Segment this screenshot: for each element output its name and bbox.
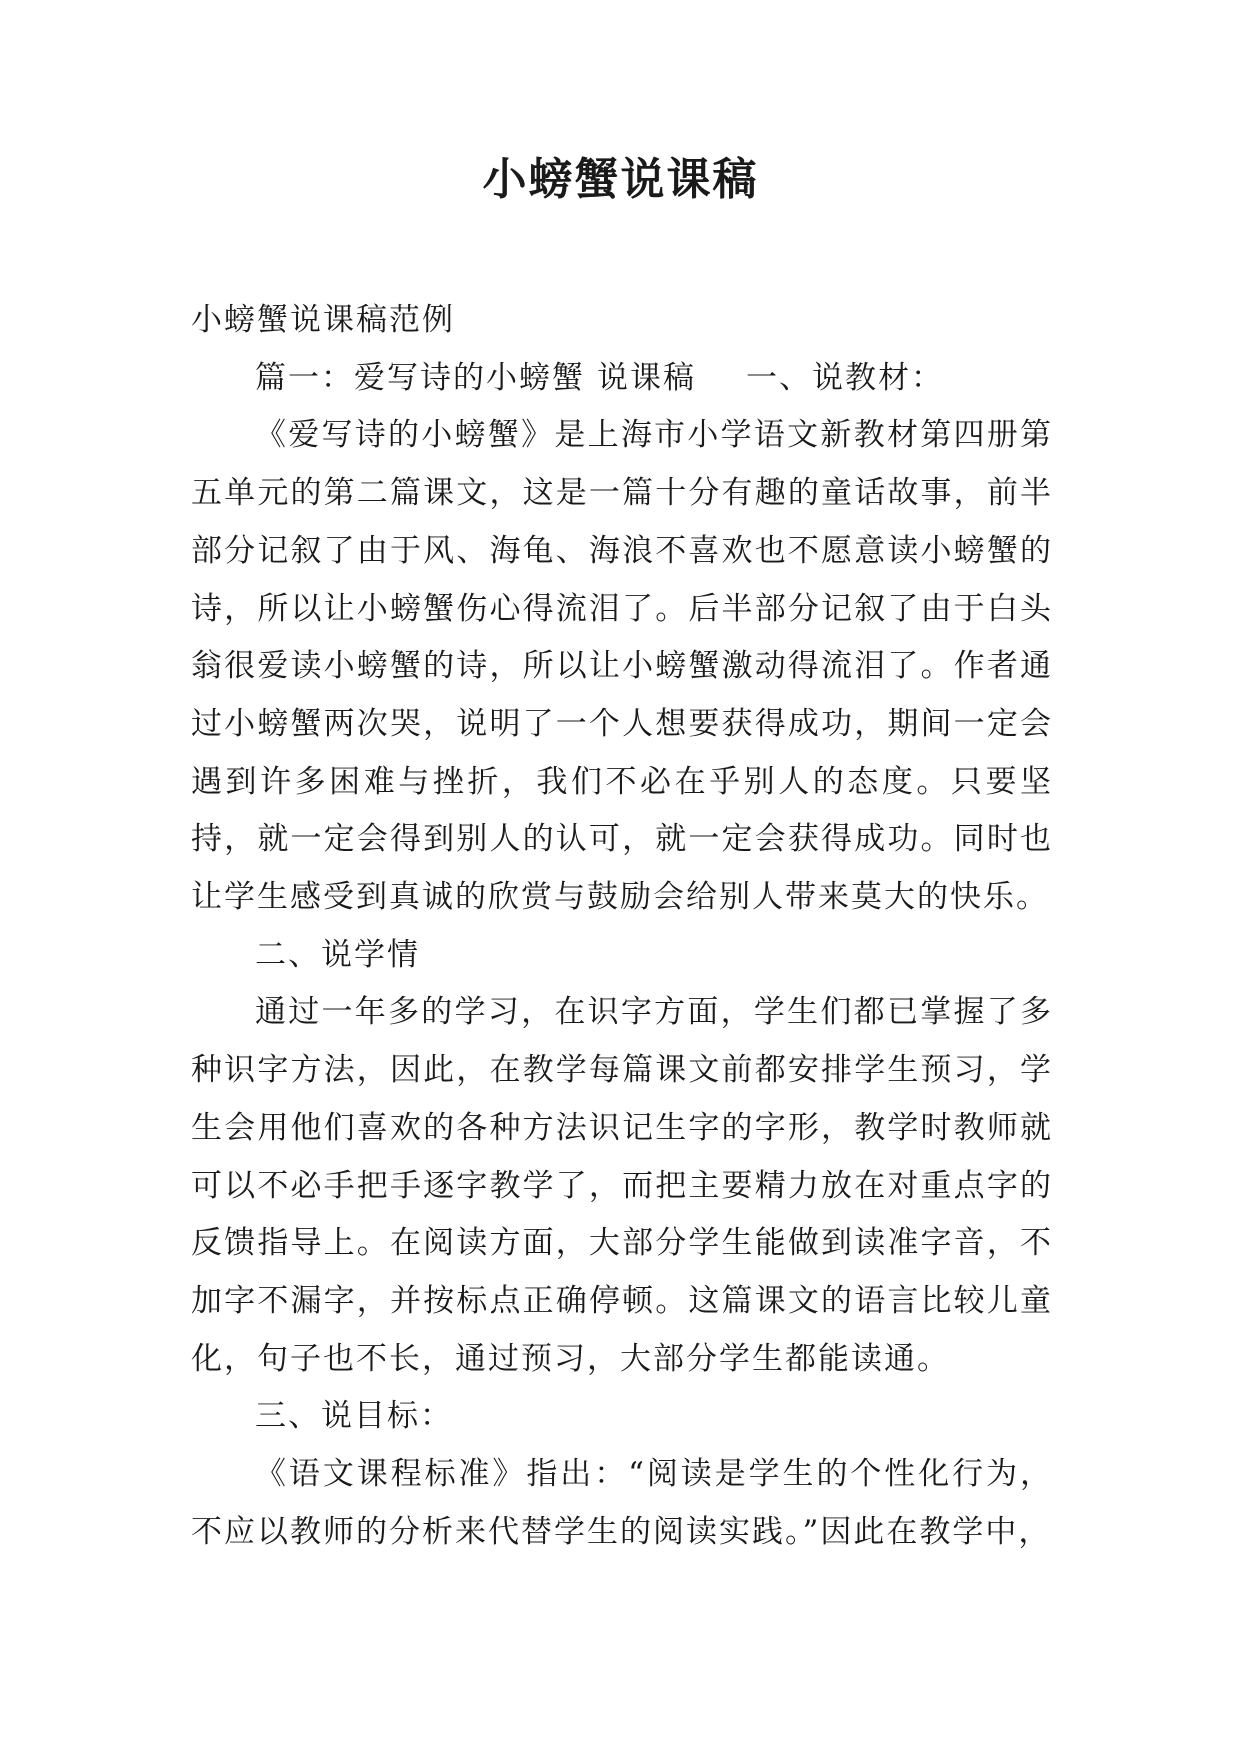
paragraph-objectives: 《语文课程标准》指出：“阅读是学生的个性化行为，不应以教师的分析来代替学生的阅读实践。”因此在教学中，: [191, 1456, 1053, 1550]
document-body: [191, 292, 1053, 1561]
heading-part-1: 篇一：爱写诗的小螃蟹: [255, 359, 585, 396]
heading-part-2: 说课稿: [597, 359, 696, 396]
heading-part-3: 一、说教材：: [746, 359, 944, 396]
section-heading-line: [191, 350, 1053, 408]
heading-objectives: 三、说目标：: [255, 1398, 453, 1435]
paragraph-textbook: 《爱写诗的小螃蟹》是上海市小学语文新教材第四册第五单元的第二篇课文，这是一篇十分有趣的童话故事，前半部分记叙了由于风、海龟、海浪不喜欢也不愿意读小螃蟹的诗，所以让小螃蟹伤心得流泪了。后半部分记叙了由于白头翁很爱读小螃蟹的诗，所以让小螃蟹激动得流泪了。作者通过小螃蟹两次哭，说明了一个人想要获得成功，期间一定会遇到许多困难与挫折，我们不必在乎别人的态度。只要坚持，就一定会得到别人的认可，就一定会获得成功。同时也让学生感受到真诚的欣赏与鼓励会给别人带来莫大的快乐。: [191, 417, 1053, 916]
paragraph-learning-situation: 通过一年多的学习，在识字方面，学生们都已掌握了多种识字方法，因此，在教学每篇课文前都安排学生预习，学生会用他们喜欢的各种方法识记生字的字形，教学时教师就可以不必手把手逐字教学了，而把主要精力放在对重点字的反馈指导上。在阅读方面，大部分学生能做到读准字音，不加字不漏字，并按标点正确停顿。这篇课文的语言比较儿童化，句子也不长，通过预习，大部分学生都能读通。: [191, 994, 1053, 1377]
document-title: 小螃蟹说课稿: [482, 154, 759, 205]
subtitle-line: 小螃蟹说课稿范例: [191, 302, 455, 338]
heading-learning-situation: 二、说学情: [255, 936, 420, 973]
